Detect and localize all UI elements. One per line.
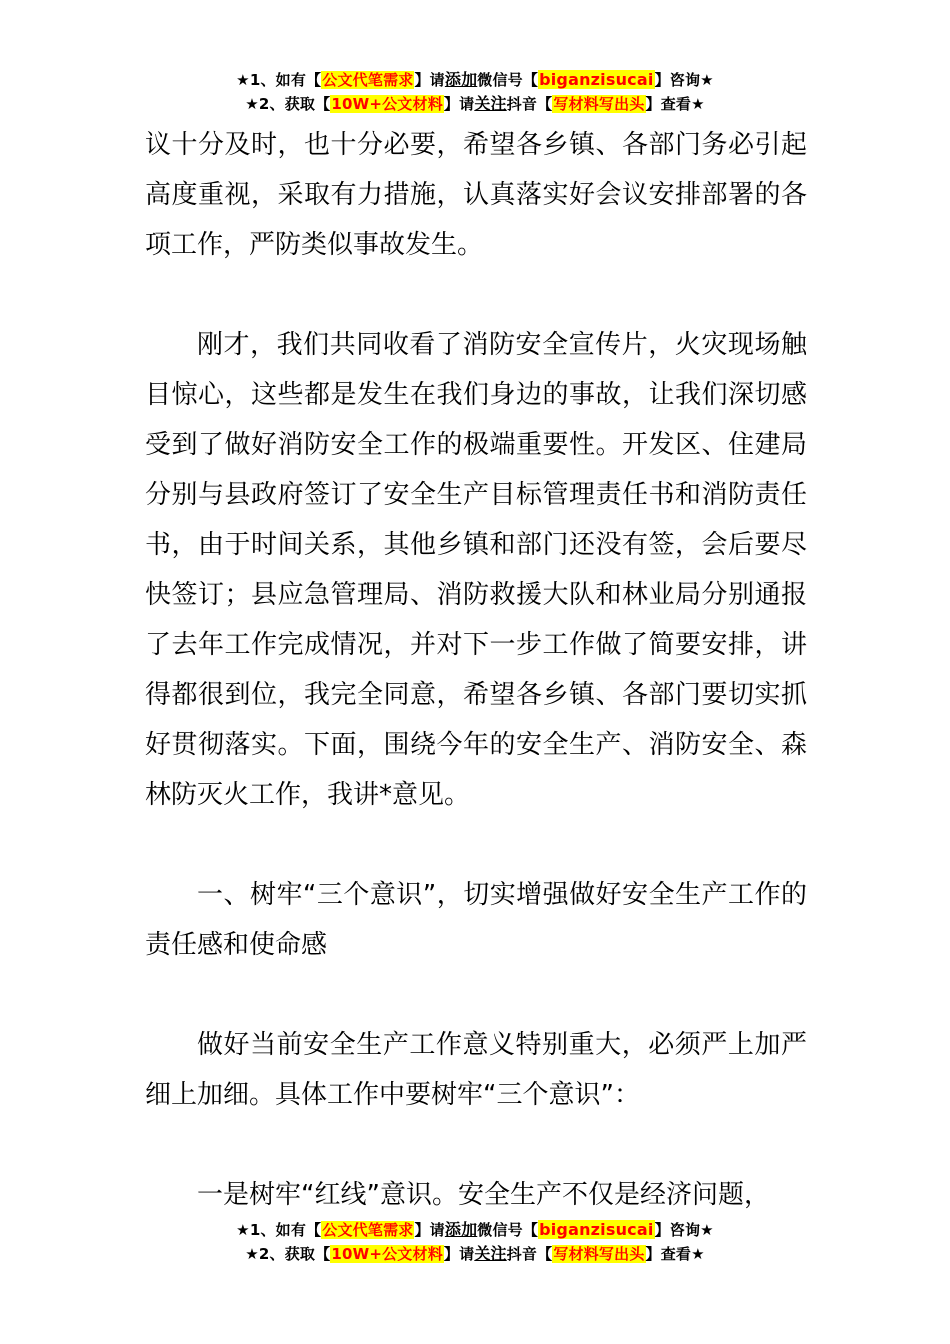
underlined-follow: 关注	[474, 1244, 507, 1263]
banner-text: 微信号【	[477, 71, 539, 89]
highlight-wechat-id: biganzisucai	[539, 70, 654, 89]
highlight-douyin: 写材料写出头	[553, 95, 645, 113]
section-heading-1: 一、树牢“三个意识”，切实增强做好安全生产工作的责任感和使命感	[145, 880, 807, 960]
underlined-follow: 关注	[474, 94, 507, 113]
highlight-materials: 10W+公文材料	[331, 95, 443, 113]
banner-line-2	[0, 1242, 950, 1266]
paragraph-4: 做好当前安全生产工作意义特别重大，必须严上加严细上加细。具体工作中要树牢“三个意识”：	[145, 1030, 807, 1110]
paragraph-spacer	[145, 270, 807, 320]
highlight-douyin: 写材料写出头	[553, 1245, 645, 1263]
paragraph-1: 议十分及时，也十分必要，希望各乡镇、各部门务必引起高度重视，采取有力措施，认真落实好会议安排部署的各项工作，严防类似事故发生。	[145, 130, 807, 260]
banner-text: 微信号【	[477, 1221, 539, 1239]
banner-text: 抖音【	[506, 1245, 553, 1263]
highlight-service: 公文代笔需求	[322, 71, 414, 89]
underlined-add: 添加	[444, 70, 478, 89]
highlight-service: 公文代笔需求	[322, 1221, 414, 1239]
paragraph-spacer	[145, 1120, 807, 1170]
banner-text: 】请	[414, 1221, 445, 1239]
paragraph-2: 刚才，我们共同收看了消防安全宣传片，火灾现场触目惊心，这些都是发生在我们身边的事故，让我们深切感受到了做好消防安全工作的极端重要性。开发区、住建局分别与县政府签订了安全生产目标管理责任书和消防责任书，由于时间关系，其他乡镇和部门还没有签，会后要尽快签订；县应急管理局、消防救援大队和林业局分别通报了去年工作完成情况，并对下一步工作做了简要安排，讲得都很到位，我完全同意，希望各乡镇、各部门要切实抓好贯彻落实。下面，围绕今年的安全生产、消防安全、森林防灭火工作，我讲*意见。	[145, 330, 807, 810]
banner-text: 】查看★	[645, 1245, 705, 1263]
banner-text: ★2、获取【	[245, 95, 331, 113]
banner-line-2	[0, 92, 950, 116]
banner-text: 】咨询★	[654, 71, 714, 89]
banner-line-1	[0, 68, 950, 92]
banner-text: 抖音【	[506, 95, 553, 113]
banner-line-1	[0, 1218, 950, 1242]
banner-text: ★1、如有【	[236, 71, 322, 89]
paragraph-spacer	[145, 820, 807, 870]
banner-text: 】请	[443, 1245, 475, 1263]
highlight-wechat-id: biganzisucai	[539, 1220, 654, 1239]
header-banner	[0, 68, 950, 116]
underlined-add: 添加	[444, 1220, 478, 1239]
footer-banner	[0, 1218, 950, 1266]
banner-text: ★2、获取【	[245, 1245, 331, 1263]
banner-text: 】请	[414, 71, 445, 89]
highlight-materials: 10W+公文材料	[331, 1245, 443, 1263]
banner-text: ★1、如有【	[236, 1221, 322, 1239]
paragraph-5: 一是树牢“红线”意识。安全生产不仅是经济问题，	[197, 1180, 770, 1210]
banner-text: 】请	[443, 95, 475, 113]
banner-text: 】咨询★	[654, 1221, 714, 1239]
paragraph-spacer	[145, 970, 807, 1020]
document-body	[145, 120, 807, 1220]
banner-text: 】查看★	[645, 95, 705, 113]
